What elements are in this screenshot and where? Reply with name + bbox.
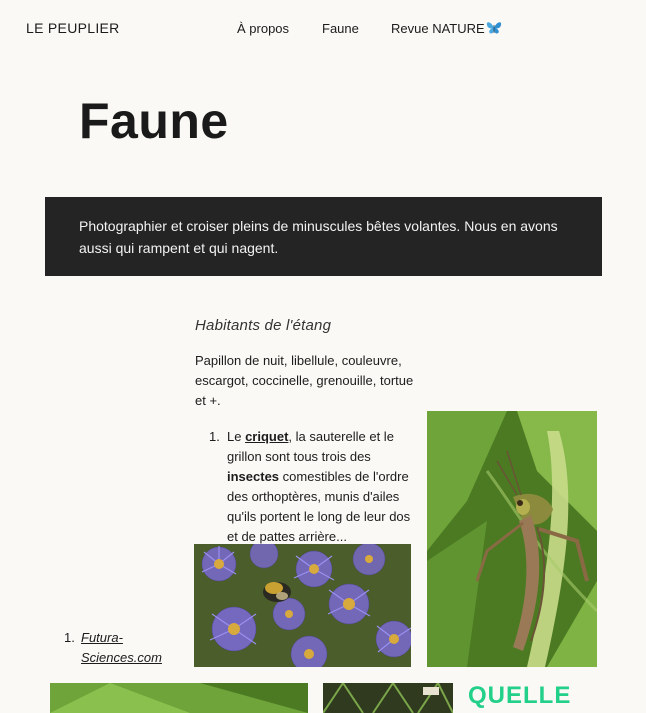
section-subtitle: Habitants de l'étang [195,317,332,334]
intro-paragraph: Papillon de nuit, libellule, couleuvre, escargot, coccinelle, grenouille, tortue et +. [195,353,414,408]
list-text-part3: comestibles de l'ordre des orthoptères, munis d'ailes qu'ils portent le long de leur dos et de pattes arrière... [227,469,411,544]
list-text-prefix: Le [227,429,246,444]
list-text [227,427,417,547]
nav-link-faune[interactable]: Faune [322,21,359,36]
nav-link-a-propos[interactable]: À propos [237,21,290,36]
list-text-part2: , la sauterelle et le grillon sont tous trois des [227,429,394,464]
aster-bee-photo [194,544,411,667]
list-number: 1. [209,429,220,444]
butterfly-icon [486,21,502,38]
criquet-link[interactable]: criquet [245,429,289,444]
leaf-photo [50,683,308,713]
grass-photo [323,683,453,713]
list-number: 1. [64,630,75,645]
nav-link-revue-nature[interactable] [391,21,502,38]
grasshopper-photo [427,411,597,667]
intro-banner: Photographier et croiser pleins de minuscules bêtes volantes. Nous en avons aussi qui rampent et qui nagent. [45,197,602,276]
section-heading-quelle: QUELLE [468,682,572,709]
brand-logo[interactable]: LE PEUPLIER [26,20,120,36]
insectes-bold: insectes [227,469,280,484]
futura-sciences-link[interactable]: Futura-Sciences.com [81,630,162,665]
page-title: Faune [79,93,229,149]
nav-link-revue-nature-label: Revue NATURE [391,21,485,36]
top-nav [0,0,646,58]
